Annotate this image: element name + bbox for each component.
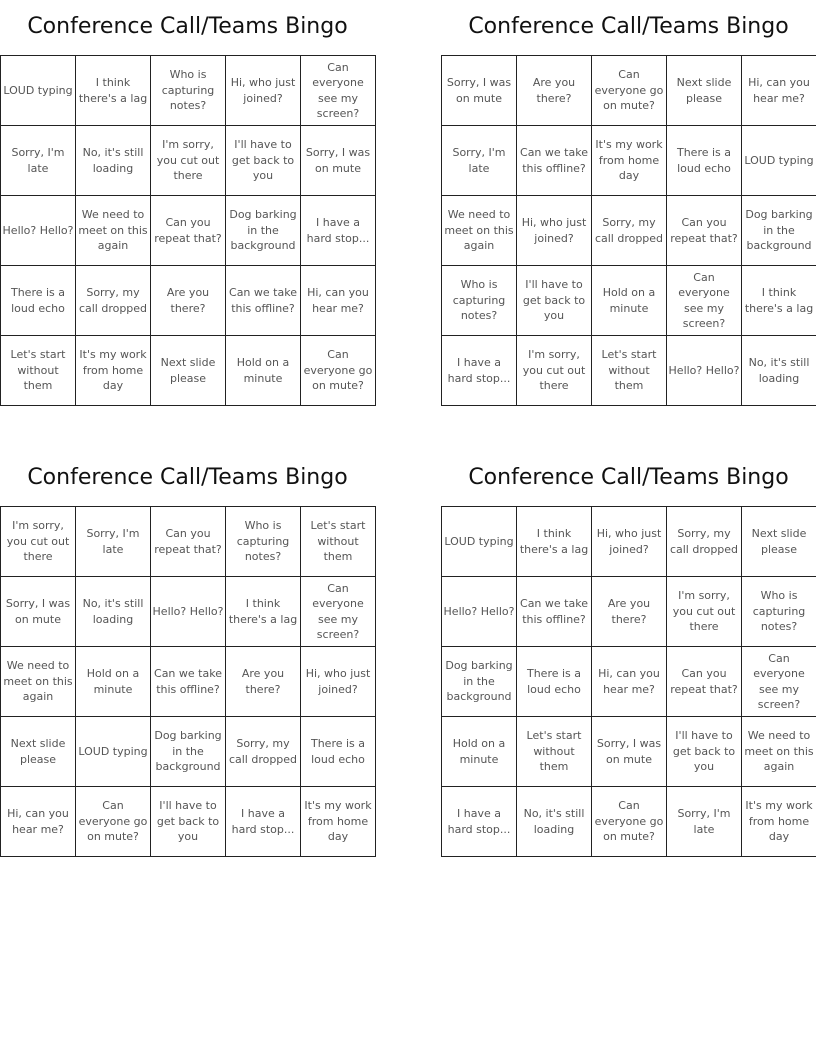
bingo-cell: Sorry, I was on mute (442, 56, 517, 126)
bingo-cell: Next slide please (667, 56, 742, 126)
card-title: Conference Call/Teams Bingo (27, 465, 348, 490)
bingo-cell: Can everyone see my screen? (301, 56, 376, 126)
bingo-cell: I have a hard stop... (226, 787, 301, 857)
bingo-cell: We need to meet on this again (76, 196, 151, 266)
bingo-cell: Can everyone go on mute? (592, 787, 667, 857)
bingo-cell: Hi, who just joined? (592, 507, 667, 577)
bingo-cell: Can everyone see my screen? (301, 577, 376, 647)
bingo-cell: Sorry, my call dropped (592, 196, 667, 266)
bingo-cell: I'll have to get back to you (517, 266, 592, 336)
bingo-cell: Hi, who just joined? (226, 56, 301, 126)
bingo-cell: Sorry, I was on mute (301, 126, 376, 196)
bingo-card-4 (441, 451, 816, 857)
bingo-cell: I'm sorry, you cut out there (1, 507, 76, 577)
bingo-cell: Hi, can you hear me? (301, 266, 376, 336)
bingo-cell: There is a loud echo (517, 647, 592, 717)
bingo-cell: Let's start without them (301, 507, 376, 577)
bingo-grid (441, 55, 816, 406)
bingo-cell: We need to meet on this again (742, 717, 816, 787)
bingo-cell: I think there's a lag (226, 577, 301, 647)
bingo-cell: Dog barking in the background (742, 196, 816, 266)
bingo-grid (0, 55, 376, 406)
bingo-cell: Who is capturing notes? (742, 577, 816, 647)
bingo-cell: I'll have to get back to you (151, 787, 226, 857)
bingo-cell: Hold on a minute (76, 647, 151, 717)
bingo-cell: Can everyone go on mute? (76, 787, 151, 857)
bingo-cell: I'll have to get back to you (667, 717, 742, 787)
bingo-cell: Can you repeat that? (667, 647, 742, 717)
bingo-cell: Sorry, my call dropped (76, 266, 151, 336)
bingo-cell: Hello? Hello? (442, 577, 517, 647)
bingo-grid (0, 506, 376, 857)
bingo-cell: Let's start without them (592, 336, 667, 406)
bingo-cell: Hello? Hello? (151, 577, 226, 647)
bingo-card-3 (0, 451, 375, 857)
bingo-cell: Who is capturing notes? (442, 266, 517, 336)
bingo-cell: I have a hard stop... (442, 787, 517, 857)
bingo-cell: Hi, can you hear me? (1, 787, 76, 857)
bingo-cell: Sorry, I'm late (442, 126, 517, 196)
card-title: Conference Call/Teams Bingo (468, 14, 789, 39)
bingo-cell: Can we take this offline? (151, 647, 226, 717)
bingo-cell: Hello? Hello? (667, 336, 742, 406)
bingo-cell: Dog barking in the background (226, 196, 301, 266)
bingo-cell: Next slide please (151, 336, 226, 406)
bingo-cell: Next slide please (742, 507, 816, 577)
bingo-grid (441, 506, 816, 857)
bingo-cell: Hi, who just joined? (301, 647, 376, 717)
bingo-cell: Are you there? (226, 647, 301, 717)
bingo-cell: LOUD typing (76, 717, 151, 787)
bingo-cell: Who is capturing notes? (226, 507, 301, 577)
bingo-cell: Hi, who just joined? (517, 196, 592, 266)
bingo-cell: Sorry, I'm late (1, 126, 76, 196)
bingo-cell: There is a loud echo (301, 717, 376, 787)
bingo-cell: I think there's a lag (76, 56, 151, 126)
bingo-cell: It's my work from home day (592, 126, 667, 196)
bingo-cell: Can you repeat that? (151, 507, 226, 577)
bingo-cell: Can everyone go on mute? (592, 56, 667, 126)
bingo-cell: Sorry, I was on mute (1, 577, 76, 647)
bingo-cell: No, it's still loading (76, 126, 151, 196)
bingo-cell: Can you repeat that? (151, 196, 226, 266)
bingo-cell: No, it's still loading (742, 336, 816, 406)
bingo-cell: I think there's a lag (517, 507, 592, 577)
bingo-cell: Hello? Hello? (1, 196, 76, 266)
bingo-cell: Hold on a minute (226, 336, 301, 406)
bingo-cell: It's my work from home day (742, 787, 816, 857)
bingo-card-2 (441, 0, 816, 406)
bingo-cell: I'm sorry, you cut out there (151, 126, 226, 196)
card-title: Conference Call/Teams Bingo (468, 465, 789, 490)
bingo-cell: Dog barking in the background (151, 717, 226, 787)
bingo-cell: Next slide please (1, 717, 76, 787)
bingo-cell: We need to meet on this again (1, 647, 76, 717)
bingo-card-1 (0, 0, 375, 406)
bingo-cell: Can we take this offline? (517, 577, 592, 647)
bingo-cell: Dog barking in the background (442, 647, 517, 717)
bingo-cell: Can everyone see my screen? (667, 266, 742, 336)
bingo-cell: Can everyone see my screen? (742, 647, 816, 717)
bingo-cell: Sorry, I'm late (76, 507, 151, 577)
bingo-cell: Hold on a minute (592, 266, 667, 336)
bingo-cell: Hi, can you hear me? (592, 647, 667, 717)
bingo-cell: I'll have to get back to you (226, 126, 301, 196)
bingo-cell: I have a hard stop... (301, 196, 376, 266)
bingo-cell: LOUD typing (742, 126, 816, 196)
bingo-cell: Can everyone go on mute? (301, 336, 376, 406)
bingo-cell: Can we take this offline? (517, 126, 592, 196)
bingo-cell: Sorry, my call dropped (667, 507, 742, 577)
bingo-cell: Can you repeat that? (667, 196, 742, 266)
bingo-cell: LOUD typing (442, 507, 517, 577)
bingo-cell: Sorry, I was on mute (592, 717, 667, 787)
bingo-cell: I think there's a lag (742, 266, 816, 336)
bingo-cell: No, it's still loading (517, 787, 592, 857)
bingo-cell: LOUD typing (1, 56, 76, 126)
bingo-cell: I have a hard stop... (442, 336, 517, 406)
bingo-cell: I'm sorry, you cut out there (667, 577, 742, 647)
bingo-cell: There is a loud echo (1, 266, 76, 336)
bingo-cell: Let's start without them (1, 336, 76, 406)
bingo-cell: It's my work from home day (76, 336, 151, 406)
bingo-cell: Let's start without them (517, 717, 592, 787)
card-title: Conference Call/Teams Bingo (27, 14, 348, 39)
bingo-cell: Sorry, my call dropped (226, 717, 301, 787)
bingo-cell: I'm sorry, you cut out there (517, 336, 592, 406)
bingo-cell: No, it's still loading (76, 577, 151, 647)
bingo-cell: We need to meet on this again (442, 196, 517, 266)
bingo-cell: Sorry, I'm late (667, 787, 742, 857)
bingo-cell: Hold on a minute (442, 717, 517, 787)
bingo-cell: Are you there? (151, 266, 226, 336)
bingo-cell: Hi, can you hear me? (742, 56, 816, 126)
bingo-cell: Can we take this offline? (226, 266, 301, 336)
bingo-cell: Are you there? (592, 577, 667, 647)
bingo-cell: Who is capturing notes? (151, 56, 226, 126)
bingo-cell: Are you there? (517, 56, 592, 126)
bingo-cell: There is a loud echo (667, 126, 742, 196)
bingo-cell: It's my work from home day (301, 787, 376, 857)
